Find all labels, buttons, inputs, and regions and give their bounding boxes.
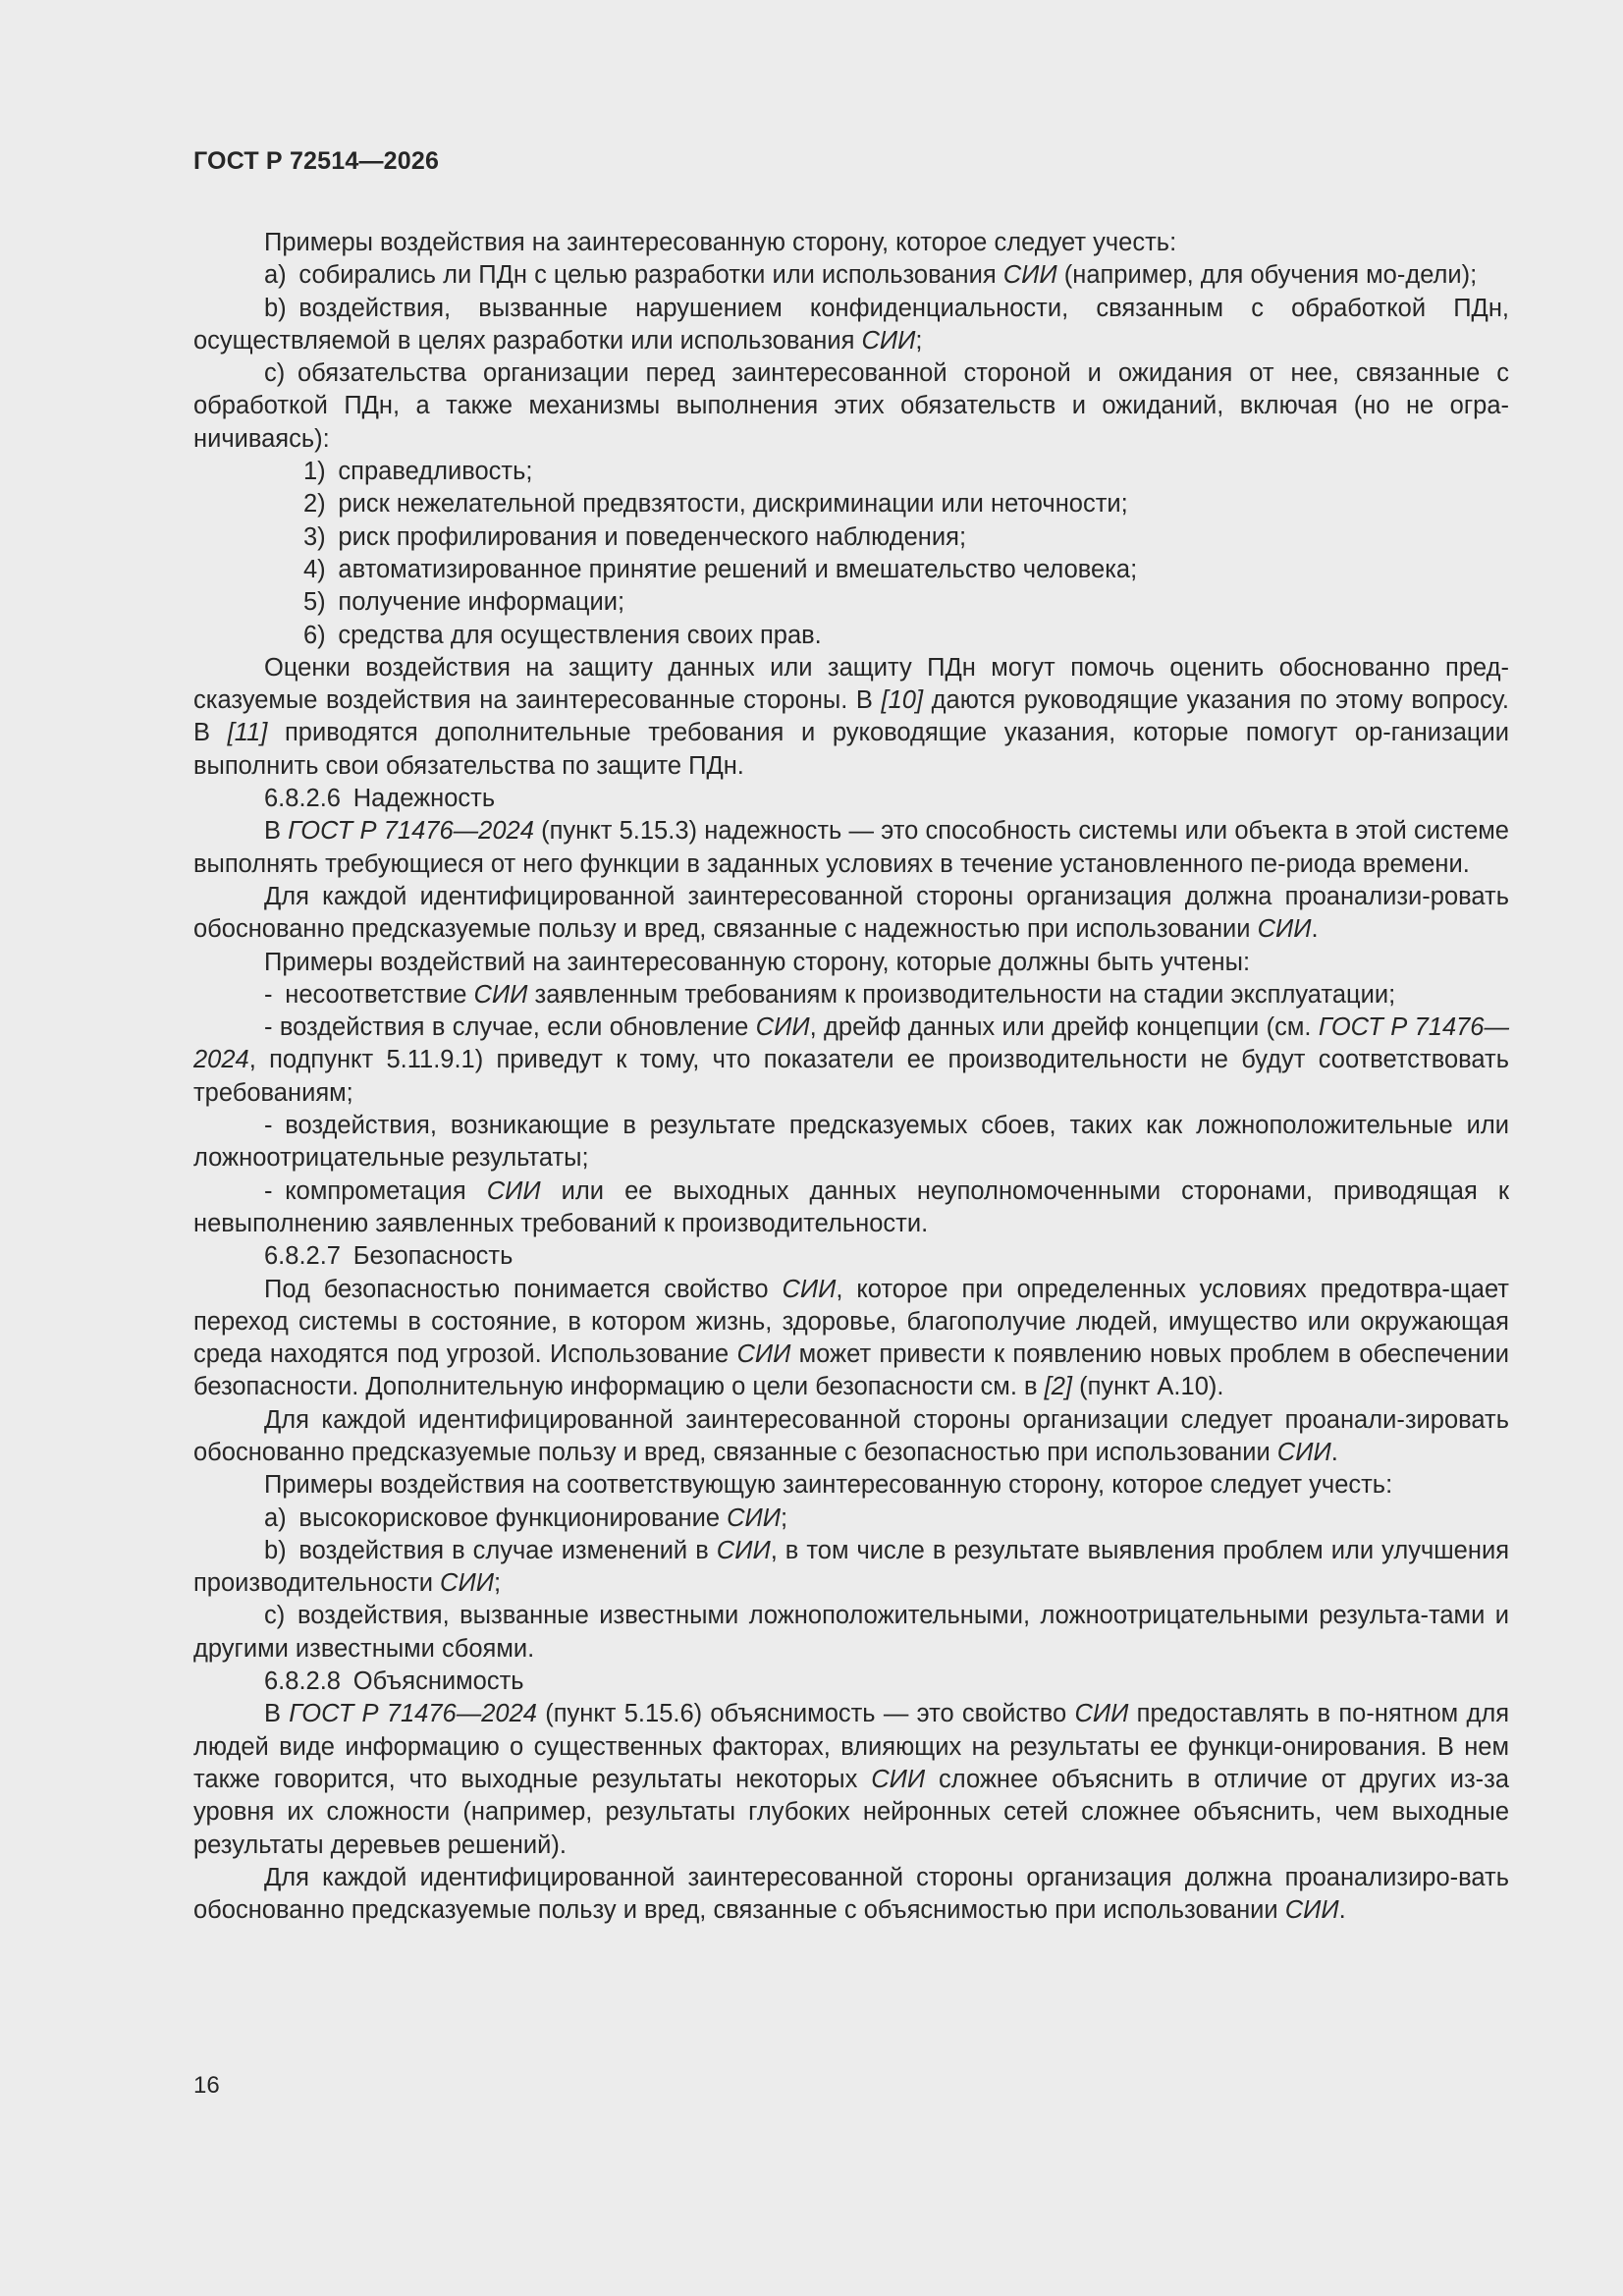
italic-term: СИИ [1284,1896,1339,1925]
document-header: ГОСТ Р 72514—2026 [193,147,440,175]
list-item: 3) риск профилирования и поведенческого наблюдения; [303,522,967,551]
list-item: 6) средства для осуществления своих прав. [303,621,822,649]
page-number: 16 [193,2072,220,2099]
list-item: 5) получение информации; [303,588,625,617]
body-paragraph: b) воздействия, вызванные нарушением конфиденциальности, связанным с обработкой ПДн, осуществляемой в целях разработки или использования СИИ; [193,294,1509,355]
body-paragraph: Примеры воздействий на заинтересованную сторону, которые должны быть учтены: [264,948,1251,976]
italic-term: СИИ [1257,915,1312,944]
section-heading: 6.8.2.8 Объяснимость [264,1667,524,1696]
section-heading: 6.8.2.6 Надежность [264,785,496,813]
italic-term: СИИ [782,1275,837,1303]
italic-term: СИИ [1276,1438,1331,1466]
body-paragraph: В ГОСТ Р 71476—2024 (пункт 5.15.3) надежность — это способность системы или объекта в этой системе выполнять требующиеся от него функции в заданных условиях в течение установленного пе-риода времени. [193,817,1509,878]
body-paragraph: c) обязательства организации перед заинтересованной стороной и ожидания от нее, связанные с обработкой ПДн, а также механизмы выполнения этих обязательств и ожиданий, включая (но не огра-ничиваясь): [193,359,1509,453]
body-paragraph: Для каждой идентифицированной заинтересованной стороны организация должна проанализи-ровать обоснованно предсказуемые пользу и вред, связанные с надежностью при использовании СИИ. [193,882,1509,944]
italic-term: СИИ [727,1503,781,1532]
italic-term: СИИ [486,1176,541,1205]
section-heading: 6.8.2.7 Безопасность [264,1242,514,1271]
body-paragraph: - несоответствие СИИ заявленным требованиям к производительности на стадии эксплуатации; [264,980,1396,1009]
list-item: 1) справедливость; [303,458,533,486]
italic-term: СИИ [755,1013,810,1042]
italic-term: СИИ [1074,1700,1129,1728]
body-paragraph: a) собирались ли ПДн с целью разработки или использования СИИ (например, для обучения мо-дели); [264,261,1478,290]
document-body [193,227,1509,1927]
body-paragraph: Примеры воздействия на соответствующую заинтересованную сторону, которое следует учесть: [264,1471,1393,1500]
body-paragraph: - компрометация СИИ или ее выходных данных неуполномоченными сторонами, приводящая к невыполнению заявленных требований к производительности. [193,1176,1509,1237]
body-paragraph: a) высокорисковое функционирование СИИ; [264,1503,788,1532]
body-paragraph: Оценки воздействия на защиту данных или защиту ПДн могут помочь оценить обоснованно пред-сказуемые воздействия на заинтересованные стороны. В [10] даются руководящие указания по этому вопросу. В [11] приводятся дополнительные требования и руководящие указания, которые помогут ор-ганизации выполнить свои обязательства по защите ПДн. [193,653,1510,780]
body-paragraph: c) воздействия, вызванные известными ложноположительными, ложноотрицательными результа-тами и другими известными сбоями. [193,1602,1509,1663]
italic-term: [11] [227,719,268,747]
italic-term: ГОСТ Р 71476—2024 [289,1700,537,1728]
italic-term: СИИ [861,326,916,355]
body-paragraph: Для каждой идентифицированной заинтересованной стороны организации следует проанали-зировать обоснованно предсказуемые пользу и вред, связанные с безопасностью при использовании СИИ. [193,1405,1509,1466]
italic-term: [10] [881,686,924,715]
body-paragraph: Под безопасностью понимается свойство СИИ, которое при определенных условиях предотвра-щает переход системы в состояние, в котором жизнь, здоровье, благополучие людей, имущество или окружающая среда находятся под угрозой. Использование СИИ может привести к появлению новых проблем в обеспечении безопасности. Дополнительную информацию о цели безопасности см. в [2] (пункт А.10). [193,1275,1509,1401]
list-item: 4) автоматизированное принятие решений и вмешательство человека; [303,555,1138,583]
body-paragraph: Примеры воздействия на заинтересованную сторону, которое следует учесть: [264,229,1177,256]
italic-term: [2] [1044,1373,1072,1401]
body-paragraph: - воздействия в случае, если обновление СИИ, дрейф данных или дрейф концепции (см. ГОСТ Р 71476—2024, подпункт 5.11.9.1) приведут к тому, что показатели ее производительности не будут соответствовать требованиям; [193,1013,1509,1107]
italic-term: СИИ [871,1765,926,1793]
list-item: 2) риск нежелательной предвзятости, дискриминации или неточности; [303,490,1128,519]
italic-term: СИИ [736,1340,791,1369]
body-paragraph: Для каждой идентифицированной заинтересованной стороны организация должна проанализиро-вать обоснованно предсказуемые пользу и вред, связанные с объяснимостью при использовании СИИ. [193,1863,1509,1925]
italic-term: СИИ [473,980,528,1009]
body-paragraph: - воздействия, возникающие в результате предсказуемых сбоев, таких как ложноположительные или ложноотрицательные результаты; [193,1112,1509,1173]
body-paragraph: b) воздействия в случае изменений в СИИ, в том числе в результате выявления проблем или улучшения производительности СИИ; [193,1536,1510,1598]
italic-term: СИИ [1002,261,1057,290]
body-paragraph: В ГОСТ Р 71476—2024 (пункт 5.15.6) объяснимость — это свойство СИИ предоставлять в по-нятном для людей виде информацию о существенных факторах, влияющих на результаты ее функци-онирования. В нем также говорится, что выходные результаты некоторых СИИ сложнее объяснить в отличие от других из-за уровня их сложности (например, результаты глубоких нейронных сетей сложнее объяснить, чем выходные результаты деревьев решений). [193,1700,1510,1859]
italic-term: СИИ [440,1569,494,1598]
italic-term: ГОСТ Р 71476—2024 [193,1013,1509,1074]
italic-term: СИИ [716,1536,771,1564]
italic-term: ГОСТ Р 71476—2024 [288,817,534,846]
